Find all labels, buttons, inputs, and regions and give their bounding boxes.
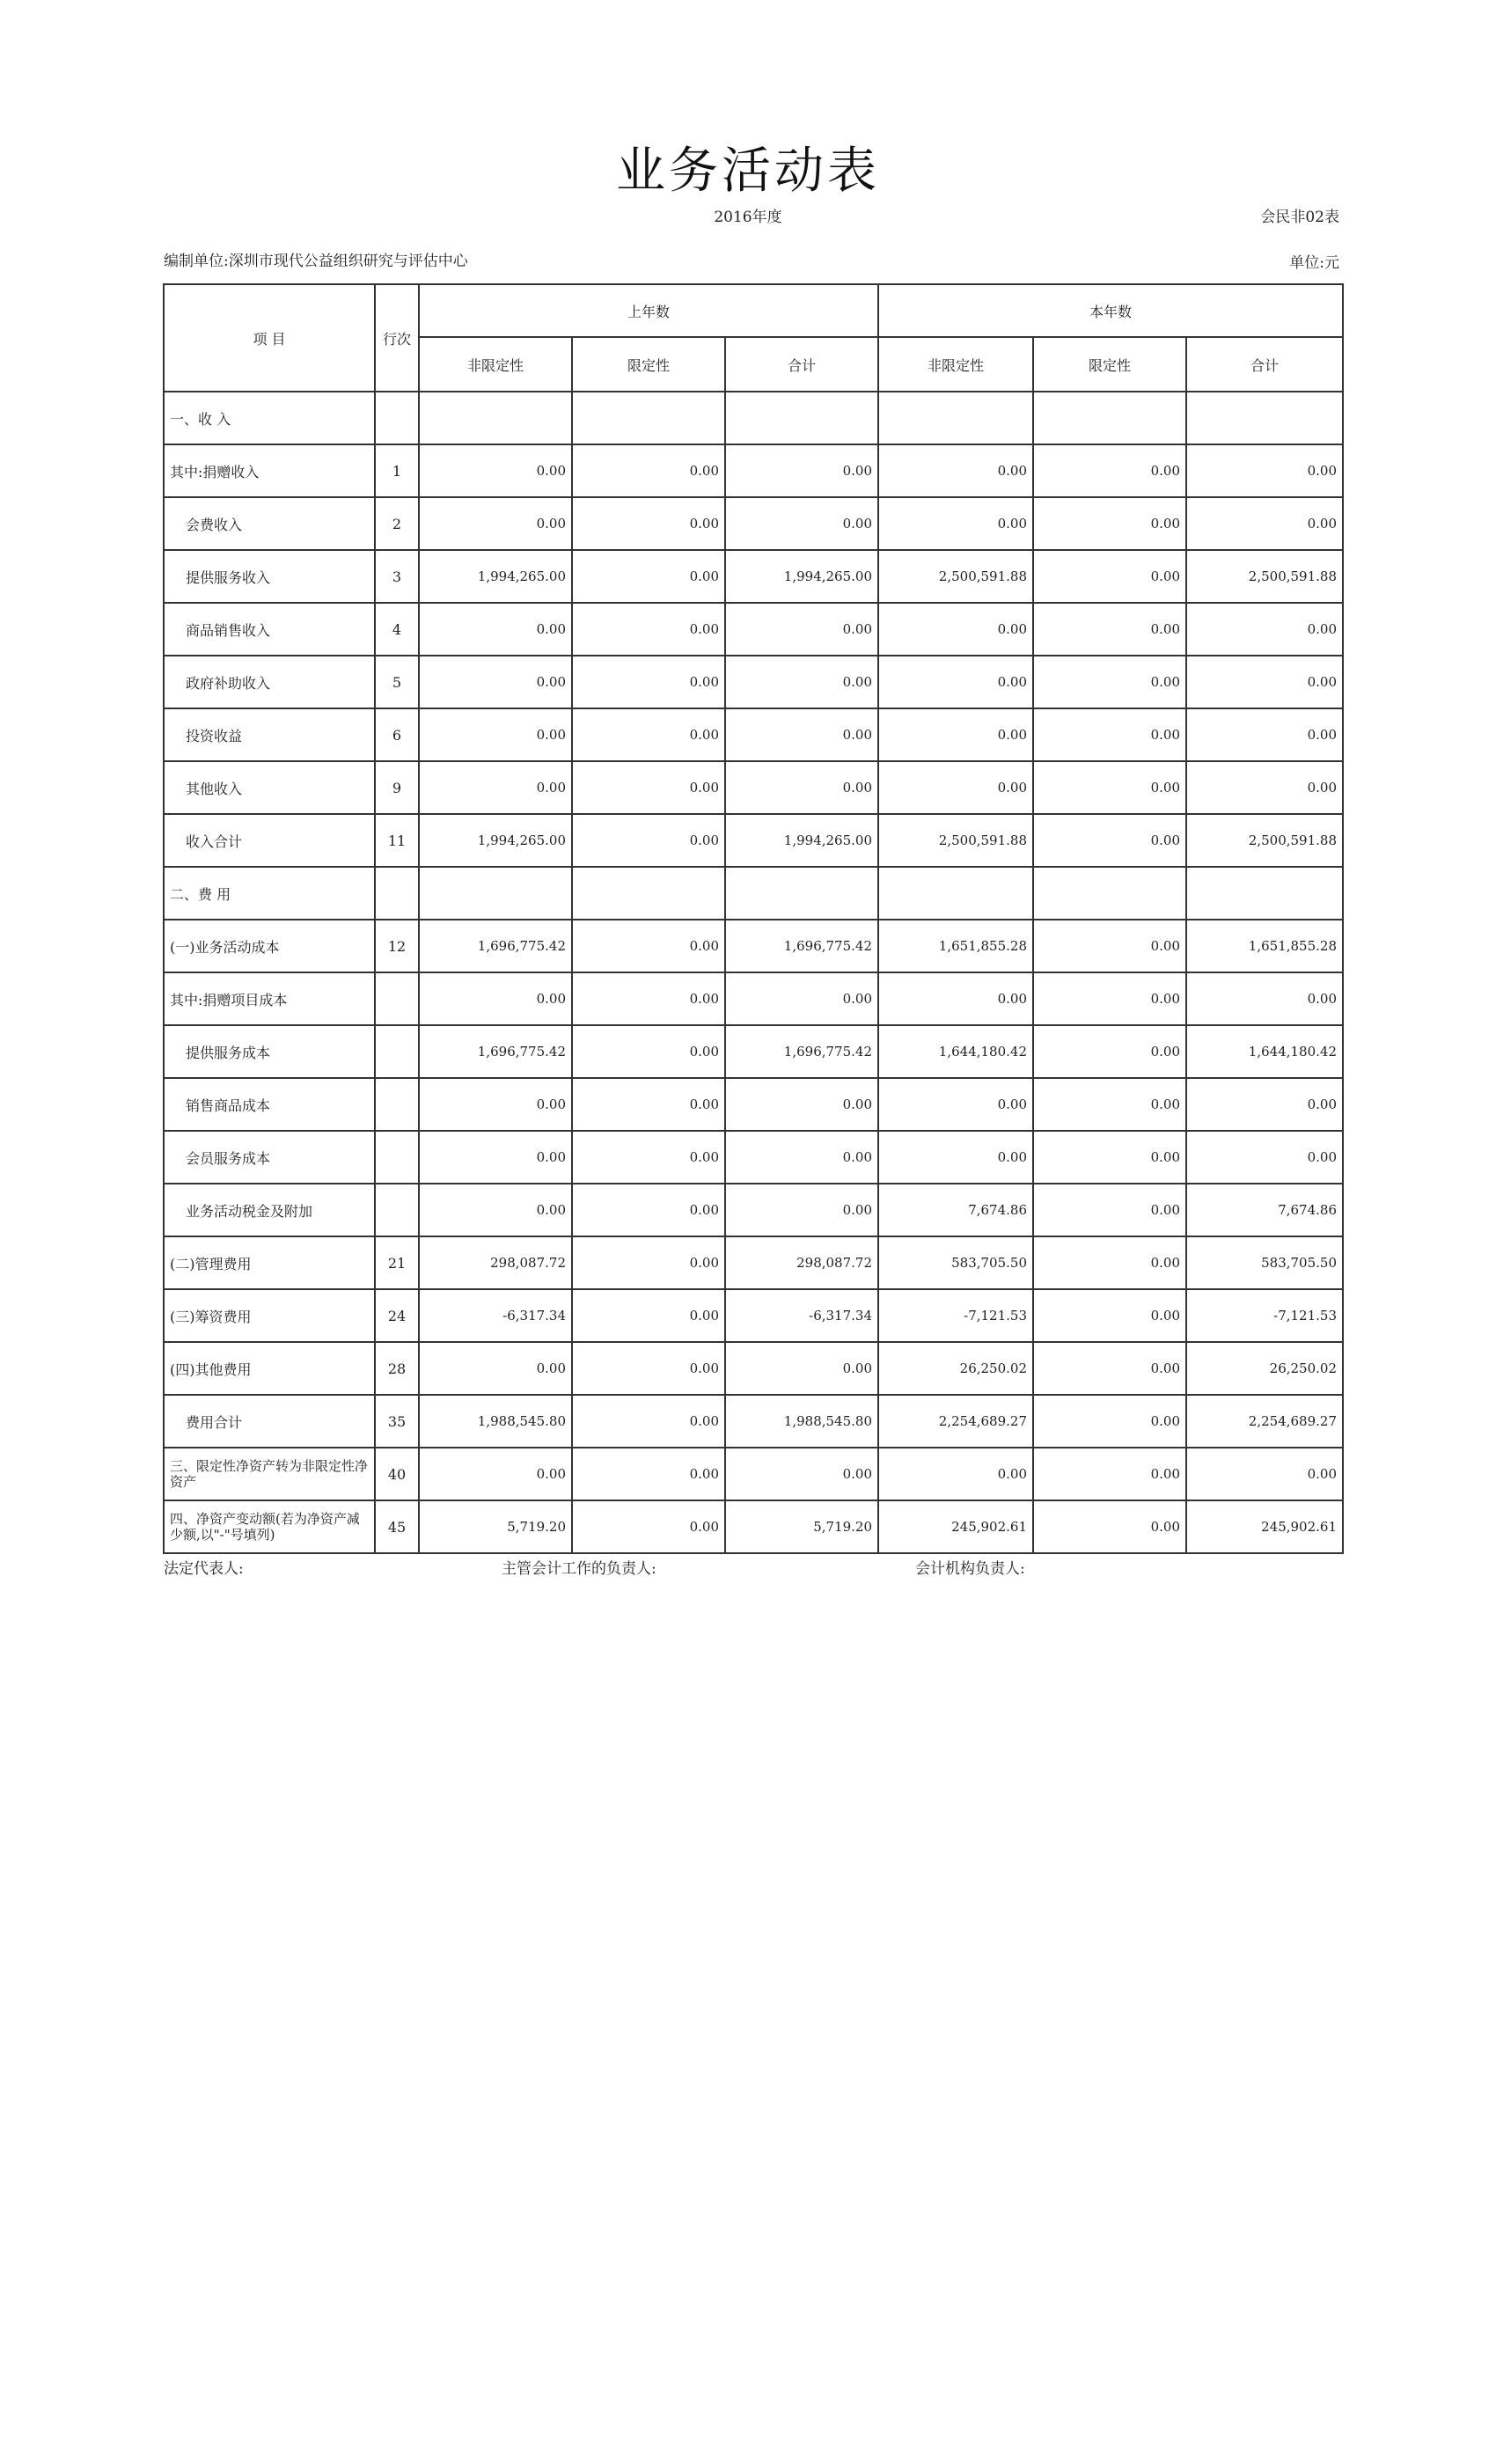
row-line-number: 11	[375, 814, 419, 867]
cell-curr-unrestricted	[878, 867, 1033, 920]
cell-curr-total: 583,705.50	[1186, 1236, 1343, 1289]
cell-prev-restricted: 0.00	[572, 972, 725, 1025]
row-item-label: (四)其他费用	[164, 1342, 375, 1395]
cell-curr-total: 0.00	[1186, 761, 1343, 814]
row-item-label: 四、净资产变动额(若为净资产减少额,以"-"号填列)	[164, 1500, 375, 1553]
table-row	[164, 1500, 1343, 1553]
cell-prev-unrestricted: 0.00	[419, 497, 572, 550]
row-item-label: 费用合计	[164, 1395, 375, 1448]
cell-curr-restricted: 0.00	[1033, 761, 1186, 814]
cell-curr-restricted: 0.00	[1033, 1342, 1186, 1395]
cell-curr-unrestricted: 583,705.50	[878, 1236, 1033, 1289]
cell-curr-unrestricted: 1,644,180.42	[878, 1025, 1033, 1078]
table-row	[164, 603, 1343, 656]
cell-prev-restricted: 0.00	[572, 1184, 725, 1236]
cell-prev-total: 0.00	[725, 761, 878, 814]
row-line-number: 24	[375, 1289, 419, 1342]
cell-curr-total: 0.00	[1186, 1131, 1343, 1184]
table-row	[164, 761, 1343, 814]
cell-curr-restricted: 0.00	[1033, 1500, 1186, 1553]
cell-curr-total: 2,500,591.88	[1186, 550, 1343, 603]
row-line-number: 35	[375, 1395, 419, 1448]
cell-prev-restricted: 0.00	[572, 656, 725, 708]
cell-prev-restricted: 0.00	[572, 814, 725, 867]
cell-curr-restricted: 0.00	[1033, 656, 1186, 708]
cell-prev-unrestricted: 1,696,775.42	[419, 1025, 572, 1078]
cell-prev-total: 0.00	[725, 656, 878, 708]
cell-curr-restricted: 0.00	[1033, 920, 1186, 972]
row-item-label: 销售商品成本	[164, 1078, 375, 1131]
row-line-number: 2	[375, 497, 419, 550]
cell-curr-total: 0.00	[1186, 656, 1343, 708]
table-row	[164, 1395, 1343, 1448]
cell-curr-total	[1186, 392, 1343, 444]
cell-prev-restricted: 0.00	[572, 708, 725, 761]
cell-prev-unrestricted: 1,696,775.42	[419, 920, 572, 972]
cell-curr-unrestricted: 0.00	[878, 1078, 1033, 1131]
cell-curr-unrestricted: 0.00	[878, 761, 1033, 814]
row-line-number: 45	[375, 1500, 419, 1553]
cell-curr-total: 0.00	[1186, 708, 1343, 761]
row-line-number	[375, 972, 419, 1025]
cell-curr-total: 0.00	[1186, 1448, 1343, 1500]
cell-prev-total: 298,087.72	[725, 1236, 878, 1289]
cell-prev-unrestricted	[419, 392, 572, 444]
row-item-label: (一)业务活动成本	[164, 920, 375, 972]
header-curr-year: 本年数	[878, 284, 1343, 337]
table-row	[164, 920, 1343, 972]
cell-prev-restricted: 0.00	[572, 1500, 725, 1553]
row-item-label: 政府补助收入	[164, 656, 375, 708]
cell-prev-unrestricted: 1,994,265.00	[419, 814, 572, 867]
cell-prev-unrestricted: 5,719.20	[419, 1500, 572, 1553]
cell-prev-restricted: 0.00	[572, 1448, 725, 1500]
cell-curr-restricted: 0.00	[1033, 550, 1186, 603]
row-item-label: 一、收 入	[164, 392, 375, 444]
cell-curr-restricted: 0.00	[1033, 1131, 1186, 1184]
cell-curr-unrestricted: -7,121.53	[878, 1289, 1033, 1342]
cell-curr-total: 1,651,855.28	[1186, 920, 1343, 972]
table-body	[164, 392, 1343, 1553]
row-line-number: 6	[375, 708, 419, 761]
row-item-label: 其中:捐赠收入	[164, 444, 375, 497]
cell-curr-restricted: 0.00	[1033, 497, 1186, 550]
row-item-label: 投资收益	[164, 708, 375, 761]
legal-representative-label: 法定代表人:	[164, 1560, 244, 1578]
table-row	[164, 656, 1343, 708]
table-row	[164, 1078, 1343, 1131]
cell-curr-unrestricted: 26,250.02	[878, 1342, 1033, 1395]
cell-curr-total: 1,644,180.42	[1186, 1025, 1343, 1078]
cell-prev-unrestricted: 1,988,545.80	[419, 1395, 572, 1448]
cell-curr-total: 0.00	[1186, 444, 1343, 497]
table-row	[164, 1184, 1343, 1236]
cell-curr-restricted: 0.00	[1033, 1025, 1186, 1078]
cell-curr-restricted: 0.00	[1033, 1236, 1186, 1289]
cell-curr-total: 0.00	[1186, 497, 1343, 550]
cell-curr-unrestricted: 1,651,855.28	[878, 920, 1033, 972]
organization-label: 编制单位:深圳市现代公益组织研究与评估中心	[164, 253, 468, 270]
header-prev-total: 合计	[725, 337, 878, 392]
header-curr-total: 合计	[1186, 337, 1343, 392]
cell-prev-total: 1,696,775.42	[725, 920, 878, 972]
cell-prev-total: 0.00	[725, 603, 878, 656]
cell-prev-restricted	[572, 867, 725, 920]
cell-prev-restricted: 0.00	[572, 920, 725, 972]
cell-prev-restricted: 0.00	[572, 1131, 725, 1184]
row-line-number	[375, 392, 419, 444]
header-curr-unrestricted: 非限定性	[878, 337, 1033, 392]
cell-curr-restricted: 0.00	[1033, 603, 1186, 656]
form-code: 会民非02表	[1260, 209, 1339, 226]
table-row	[164, 550, 1343, 603]
cell-prev-unrestricted: 0.00	[419, 1342, 572, 1395]
cell-curr-total: 245,902.61	[1186, 1500, 1343, 1553]
row-item-label: 会费收入	[164, 497, 375, 550]
row-line-number	[375, 1025, 419, 1078]
cell-prev-total: 0.00	[725, 1131, 878, 1184]
cell-curr-restricted: 0.00	[1033, 814, 1186, 867]
row-item-label: (三)筹资费用	[164, 1289, 375, 1342]
cell-prev-restricted: 0.00	[572, 550, 725, 603]
row-item-label: 其中:捐赠项目成本	[164, 972, 375, 1025]
cell-prev-unrestricted: 0.00	[419, 1078, 572, 1131]
department-head-label: 会计机构负责人:	[915, 1560, 1025, 1578]
row-item-label: 商品销售收入	[164, 603, 375, 656]
header-prev-year: 上年数	[419, 284, 878, 337]
cell-curr-restricted: 0.00	[1033, 1184, 1186, 1236]
row-line-number: 3	[375, 550, 419, 603]
table-row	[164, 1236, 1343, 1289]
cell-prev-unrestricted: 1,994,265.00	[419, 550, 572, 603]
cell-prev-total: 5,719.20	[725, 1500, 878, 1553]
table-row	[164, 1289, 1343, 1342]
row-item-label: (二)管理费用	[164, 1236, 375, 1289]
cell-prev-unrestricted: 0.00	[419, 1448, 572, 1500]
cell-curr-unrestricted: 245,902.61	[878, 1500, 1033, 1553]
cell-prev-restricted: 0.00	[572, 1395, 725, 1448]
business-activity-table	[163, 283, 1344, 1554]
header-curr-restricted: 限定性	[1033, 337, 1186, 392]
table-row	[164, 814, 1343, 867]
cell-curr-restricted: 0.00	[1033, 1395, 1186, 1448]
cell-prev-restricted: 0.00	[572, 603, 725, 656]
cell-curr-total	[1186, 867, 1343, 920]
cell-curr-unrestricted: 0.00	[878, 497, 1033, 550]
cell-prev-total: 0.00	[725, 1184, 878, 1236]
cell-curr-total: 0.00	[1186, 972, 1343, 1025]
header-prev-unrestricted: 非限定性	[419, 337, 572, 392]
cell-prev-restricted: 0.00	[572, 1078, 725, 1131]
cell-prev-unrestricted: 0.00	[419, 656, 572, 708]
cell-curr-unrestricted: 0.00	[878, 708, 1033, 761]
accounting-head-label: 主管会计工作的负责人:	[502, 1560, 656, 1578]
row-item-label: 二、费 用	[164, 867, 375, 920]
cell-curr-restricted: 0.00	[1033, 1448, 1186, 1500]
cell-curr-restricted: 0.00	[1033, 444, 1186, 497]
cell-prev-total: 0.00	[725, 972, 878, 1025]
cell-prev-restricted: 0.00	[572, 497, 725, 550]
cell-curr-unrestricted: 0.00	[878, 1131, 1033, 1184]
row-line-number: 28	[375, 1342, 419, 1395]
cell-prev-restricted: 0.00	[572, 444, 725, 497]
cell-prev-unrestricted: 0.00	[419, 708, 572, 761]
header-line: 行次	[375, 284, 419, 392]
row-line-number: 9	[375, 761, 419, 814]
cell-prev-total: 0.00	[725, 1342, 878, 1395]
cell-prev-unrestricted: 0.00	[419, 603, 572, 656]
cell-prev-total: 0.00	[725, 1078, 878, 1131]
header-prev-restricted: 限定性	[572, 337, 725, 392]
cell-prev-unrestricted: 0.00	[419, 761, 572, 814]
cell-curr-restricted: 0.00	[1033, 1078, 1186, 1131]
unit-label: 单位:元	[1289, 254, 1339, 272]
cell-prev-unrestricted: 0.00	[419, 1131, 572, 1184]
row-line-number: 12	[375, 920, 419, 972]
cell-curr-unrestricted	[878, 392, 1033, 444]
cell-curr-restricted	[1033, 392, 1186, 444]
cell-prev-unrestricted: 0.00	[419, 444, 572, 497]
cell-prev-restricted: 0.00	[572, 1342, 725, 1395]
cell-curr-total: 26,250.02	[1186, 1342, 1343, 1395]
cell-curr-total: 0.00	[1186, 603, 1343, 656]
row-line-number	[375, 1078, 419, 1131]
cell-curr-total: 7,674.86	[1186, 1184, 1343, 1236]
cell-curr-unrestricted: 2,254,689.27	[878, 1395, 1033, 1448]
table-row	[164, 1448, 1343, 1500]
row-line-number: 4	[375, 603, 419, 656]
cell-prev-total: 1,994,265.00	[725, 814, 878, 867]
row-item-label: 会员服务成本	[164, 1131, 375, 1184]
table-row	[164, 1131, 1343, 1184]
row-line-number: 5	[375, 656, 419, 708]
row-line-number	[375, 1184, 419, 1236]
table-row	[164, 497, 1343, 550]
cell-prev-total: -6,317.34	[725, 1289, 878, 1342]
table-row	[164, 867, 1343, 920]
row-item-label: 收入合计	[164, 814, 375, 867]
row-line-number: 1	[375, 444, 419, 497]
cell-curr-unrestricted: 0.00	[878, 656, 1033, 708]
row-item-label: 其他收入	[164, 761, 375, 814]
cell-prev-total: 1,994,265.00	[725, 550, 878, 603]
header-item: 项 目	[164, 284, 375, 392]
table-row	[164, 1025, 1343, 1078]
row-item-label: 提供服务成本	[164, 1025, 375, 1078]
cell-curr-restricted: 0.00	[1033, 1289, 1186, 1342]
cell-prev-unrestricted	[419, 867, 572, 920]
cell-curr-restricted	[1033, 867, 1186, 920]
cell-curr-total: 2,254,689.27	[1186, 1395, 1343, 1448]
cell-prev-total	[725, 392, 878, 444]
cell-prev-restricted: 0.00	[572, 1236, 725, 1289]
cell-curr-unrestricted: 2,500,591.88	[878, 814, 1033, 867]
row-item-label: 提供服务收入	[164, 550, 375, 603]
table-row	[164, 972, 1343, 1025]
cell-curr-unrestricted: 0.00	[878, 603, 1033, 656]
cell-prev-restricted: 0.00	[572, 1289, 725, 1342]
cell-curr-unrestricted: 2,500,591.88	[878, 550, 1033, 603]
table-row	[164, 444, 1343, 497]
cell-prev-unrestricted: 0.00	[419, 1184, 572, 1236]
cell-prev-total: 0.00	[725, 708, 878, 761]
table-row	[164, 1342, 1343, 1395]
cell-prev-total: 0.00	[725, 1448, 878, 1500]
row-item-label: 业务活动税金及附加	[164, 1184, 375, 1236]
cell-prev-restricted: 0.00	[572, 1025, 725, 1078]
cell-curr-restricted: 0.00	[1033, 972, 1186, 1025]
cell-prev-total: 0.00	[725, 444, 878, 497]
row-line-number: 21	[375, 1236, 419, 1289]
cell-curr-total: 0.00	[1186, 1078, 1343, 1131]
cell-curr-unrestricted: 0.00	[878, 1448, 1033, 1500]
table-row	[164, 392, 1343, 444]
cell-prev-total	[725, 867, 878, 920]
row-line-number: 40	[375, 1448, 419, 1500]
report-title: 业务活动表	[616, 143, 880, 200]
cell-prev-unrestricted: 0.00	[419, 972, 572, 1025]
cell-prev-total: 0.00	[725, 497, 878, 550]
row-line-number	[375, 1131, 419, 1184]
table-row	[164, 708, 1343, 761]
cell-curr-unrestricted: 0.00	[878, 972, 1033, 1025]
cell-curr-unrestricted: 7,674.86	[878, 1184, 1033, 1236]
row-line-number	[375, 867, 419, 920]
cell-prev-total: 1,988,545.80	[725, 1395, 878, 1448]
report-year: 2016年度	[714, 209, 782, 226]
cell-prev-unrestricted: -6,317.34	[419, 1289, 572, 1342]
cell-curr-total: 2,500,591.88	[1186, 814, 1343, 867]
row-item-label: 三、限定性净资产转为非限定性净资产	[164, 1448, 375, 1500]
cell-prev-restricted	[572, 392, 725, 444]
cell-prev-restricted: 0.00	[572, 761, 725, 814]
cell-curr-restricted: 0.00	[1033, 708, 1186, 761]
cell-prev-unrestricted: 298,087.72	[419, 1236, 572, 1289]
cell-curr-total: -7,121.53	[1186, 1289, 1343, 1342]
cell-curr-unrestricted: 0.00	[878, 444, 1033, 497]
cell-prev-total: 1,696,775.42	[725, 1025, 878, 1078]
